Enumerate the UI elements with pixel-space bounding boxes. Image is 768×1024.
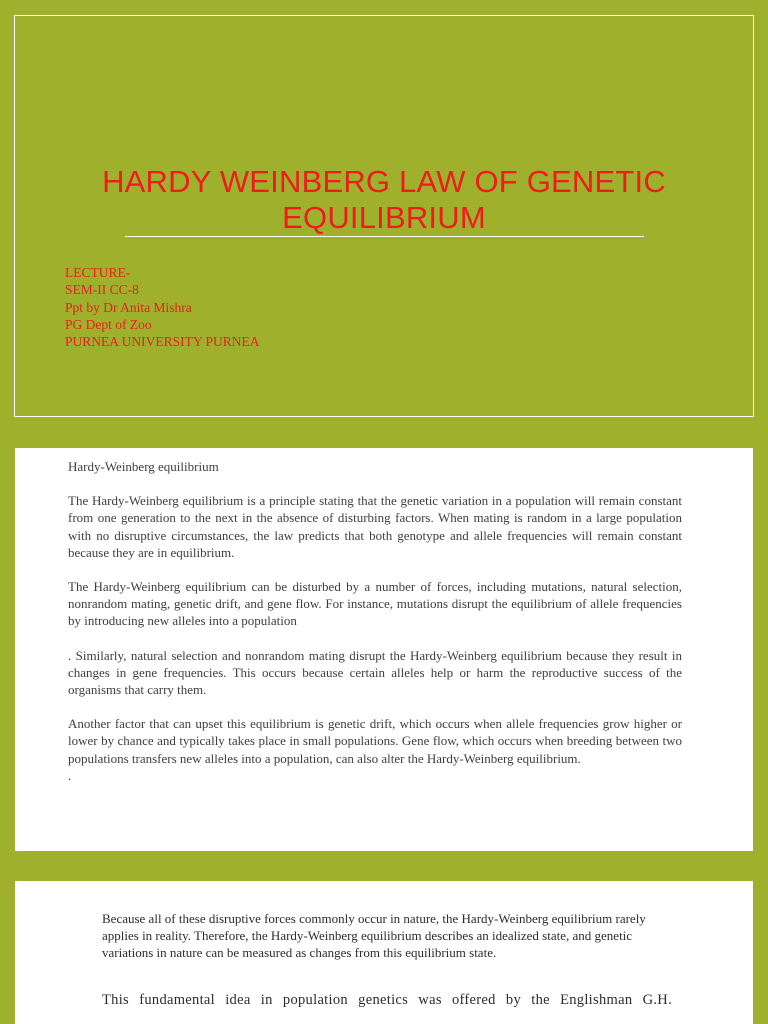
title-underline: [125, 236, 644, 237]
slide-3-text: [102, 910, 672, 1009]
paragraph-genetic-drift: Another factor that can upset this equilibrium is genetic drift, which occurs when allele frequencies grow higher or lower by chance and typically takes place in small populations. Gene flow, which occurs when breeding between two populations transfers new alleles into a population, can also alter the Hardy-Weinberg equilibrium.: [68, 716, 682, 766]
paragraph-definition: The Hardy-Weinberg equilibrium is a principle stating that the genetic variation in a population will remain constant from one generation to the next in the absence of disturbing factors. When mating is random in a large population with no disruptive circumstances, the law predicts that both genotype and allele frequencies will remain constant because they are in equilibrium.: [68, 493, 682, 560]
paragraph-natural-selection: . Similarly, natural selection and nonrandom mating disrupt the Hardy-Weinberg equilibrium because they result in changes in gene frequencies. This occurs because certain alleles help or harm the reproductive success of the organisms that carry them.: [68, 647, 682, 698]
author: Ppt by Dr Anita Mishra: [65, 299, 192, 315]
semester-course: SEM-II CC-8: [65, 282, 139, 298]
lecture-label: LECTURE-: [65, 265, 131, 280]
lecture-info: [65, 264, 260, 350]
title-slide: [14, 15, 754, 417]
department: PG Dept of Zoo: [65, 316, 152, 332]
university: PURNEA UNIVERSITY PURNEA: [65, 334, 260, 350]
slide-2-text: [68, 458, 682, 784]
content-slide-2: [15, 448, 753, 851]
paragraph-disturbing-forces: The Hardy-Weinberg equilibrium can be disturbed by a number of forces, including mutations, natural selection, nonrandom mating, genetic drift, and gene flow. For instance, mutations disrupt the equilibrium of allele frequencies by introducing new alleles into a population: [68, 579, 682, 629]
paragraph-idealized-state: Because all of these disruptive forces commonly occur in nature, the Hardy-Weinberg equilibrium rarely applies in reality. Therefore, the Hardy-Weinberg equilibrium describes an idealized state, and genetic variations in nature can be measured as changes from this equilibrium state.: [102, 911, 646, 961]
paragraph-history: This fundamental idea in population genetics was offered by the Englishman G.H.: [102, 991, 672, 1008]
trailing-dot: .: [68, 767, 72, 783]
slide-2-heading: Hardy-Weinberg equilibrium: [68, 459, 219, 474]
title-line-1: HARDY WEINBERG LAW OF GENETIC: [102, 164, 666, 199]
content-slide-3: [15, 881, 753, 1024]
title-line-2: EQUILIBRIUM: [282, 200, 486, 235]
slide-title: [15, 164, 753, 236]
